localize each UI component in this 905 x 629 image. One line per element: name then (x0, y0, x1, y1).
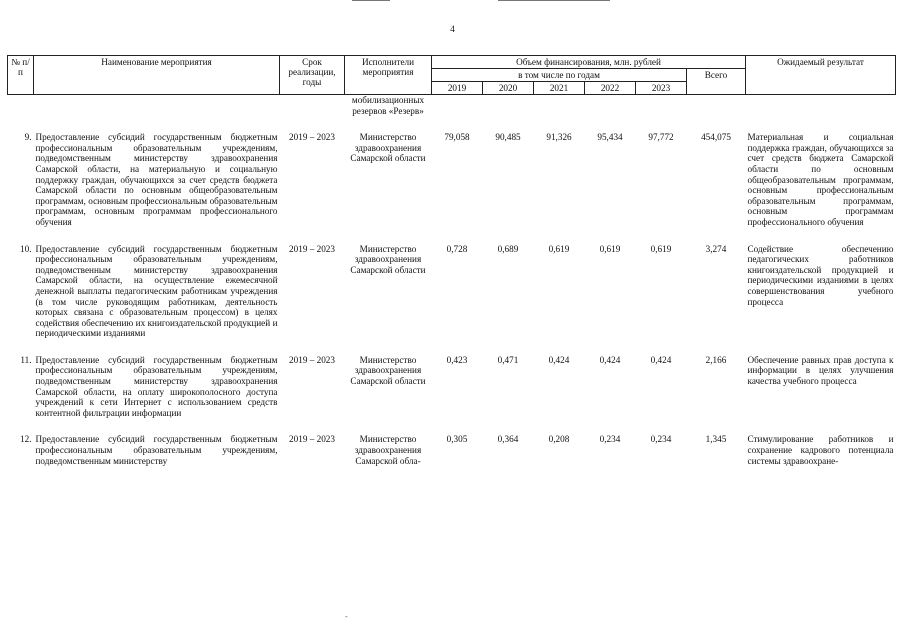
row-value-2019: 0,423 (446, 354, 468, 365)
table-row (8, 434, 896, 466)
row-total: 1,345 (705, 434, 727, 445)
row-value-2023: 0,619 (650, 243, 672, 254)
header-name: Наименование мероприятия (34, 56, 280, 95)
row-value-2019: 0,728 (446, 243, 468, 254)
table-row (8, 132, 896, 227)
row-total: 2,166 (705, 354, 727, 365)
header-term: Срок реализации, годы (280, 56, 345, 95)
row-value-2022: 0,424 (599, 354, 621, 365)
row-term: 2019 – 2023 (289, 132, 335, 143)
row-result: Стимулирование работников и сохранение кадрового потенциала системы здравоохране- (747, 434, 894, 466)
table-row (8, 244, 896, 339)
row-term: 2019 – 2023 (289, 243, 335, 254)
row-name: Предоставление субсидий государственным бюджетным профессиональным образовательным учреждениям, подведомственным министерству здравоохранения Самарской области, на материальную и социальную поддержку граждан, обучающихся за счет средств бюджета Самарской области по основным общеобразовательным программам, основным профессиональным образовательным программам, основным программам профессионального обучения (35, 132, 278, 227)
row-value-2021: 0,424 (548, 354, 570, 365)
row-value-2021: 0,619 (548, 243, 570, 254)
row-term: 2019 – 2023 (289, 354, 335, 365)
row-value-2020: 0,689 (497, 243, 519, 254)
continuation-row (8, 95, 896, 117)
row-term: 2019 – 2023 (289, 434, 335, 445)
continuation-exec: мобилизационных резервов «Резерв» (351, 95, 425, 116)
row-value-2020: 90,485 (495, 132, 521, 143)
row-exec: Министерство здравоохранения Самарской области (350, 243, 426, 275)
header-funding: Объем финансирования, млн. рублей (432, 56, 746, 69)
row-value-2022: 0,619 (599, 243, 621, 254)
page-number: 4 (450, 24, 455, 34)
row-value-2022: 0,234 (599, 434, 621, 445)
row-value-2019: 79,058 (444, 132, 470, 143)
row-value-2020: 0,364 (497, 434, 519, 445)
header-year-2022: 2022 (585, 82, 636, 95)
scan-mark: - (345, 612, 348, 621)
row-exec: Министерство здравоохранения Самарской области (350, 132, 426, 164)
row-value-2019: 0,305 (446, 434, 468, 445)
header-year-2023: 2023 (636, 82, 687, 95)
row-exec: Министерство здравоохранения Самарской области (350, 354, 426, 387)
row-name: Предоставление субсидий государственным бюджетным профессиональным образовательным учреждениям, подведомственным министерству здравоохранения Самарской области, на оплату широкополосного доступа учреждений к сети Интернет с использованием средств контентной фильтрации информации (35, 354, 278, 418)
row-value-2021: 0,208 (548, 434, 570, 445)
top-rule-left (352, 0, 390, 1)
header-num: № п/п (8, 56, 34, 95)
row-value-2023: 97,772 (648, 132, 674, 143)
row-name: Предоставление субсидий государственным бюджетным профессиональным образовательным учреждениям, подведомственным министерству (35, 434, 278, 466)
header-exec: Исполнители мероприятия (345, 56, 432, 95)
top-rule-right (498, 0, 610, 1)
row-value-2023: 0,424 (650, 354, 672, 365)
row-name: Предоставление субсидий государственным бюджетным профессиональным образовательным учреждениям, подведомственным министерству здравоохранения Самарской области, на осуществление ежемесячной денежной выплаты педагогическим работникам учреждения (в том числе руководящим работникам, деятельность которых связана с образовательным процессом) в целях содействия обеспечению их книгоиздательской продукцией и периодическими изданиями (35, 243, 278, 339)
row-result: Материальная и социальная поддержка граждан, обучающихся за счет средств бюджета Самарской области по основным общеобразовательным программам, основным профессиональным образовательным программам, основным программам профессионального обучения (747, 132, 894, 227)
table-row (8, 355, 896, 419)
header-total: Всего (687, 69, 746, 95)
row-value-2022: 95,434 (597, 132, 623, 143)
row-num: 11. (20, 354, 32, 365)
funding-table (7, 55, 896, 466)
row-value-2020: 0,471 (497, 354, 519, 365)
row-total: 454,075 (701, 132, 731, 143)
header-year-2020: 2020 (483, 82, 534, 95)
row-num: 10. (20, 243, 32, 254)
row-num: 12. (20, 434, 32, 445)
row-total: 3,274 (705, 243, 727, 254)
row-value-2023: 0,234 (650, 434, 672, 445)
row-exec: Министерство здравоохранения Самарской обла- (354, 434, 422, 466)
row-value-2021: 91,326 (546, 132, 572, 143)
row-result: Содействие обеспечению педагогических работников книгоиздательской продукцией и периодическими изданиями в целях совершенствования учебного процесса (747, 243, 894, 307)
header-by-years: в том числе по годам (432, 69, 687, 82)
row-result: Обеспечение равных прав доступа к информации в целях улучшения качества учебного процесса (747, 354, 894, 387)
header-year-2019: 2019 (432, 82, 483, 95)
row-num: 9. (24, 132, 32, 143)
header-result: Ожидаемый результат (746, 56, 896, 95)
header-year-2021: 2021 (534, 82, 585, 95)
